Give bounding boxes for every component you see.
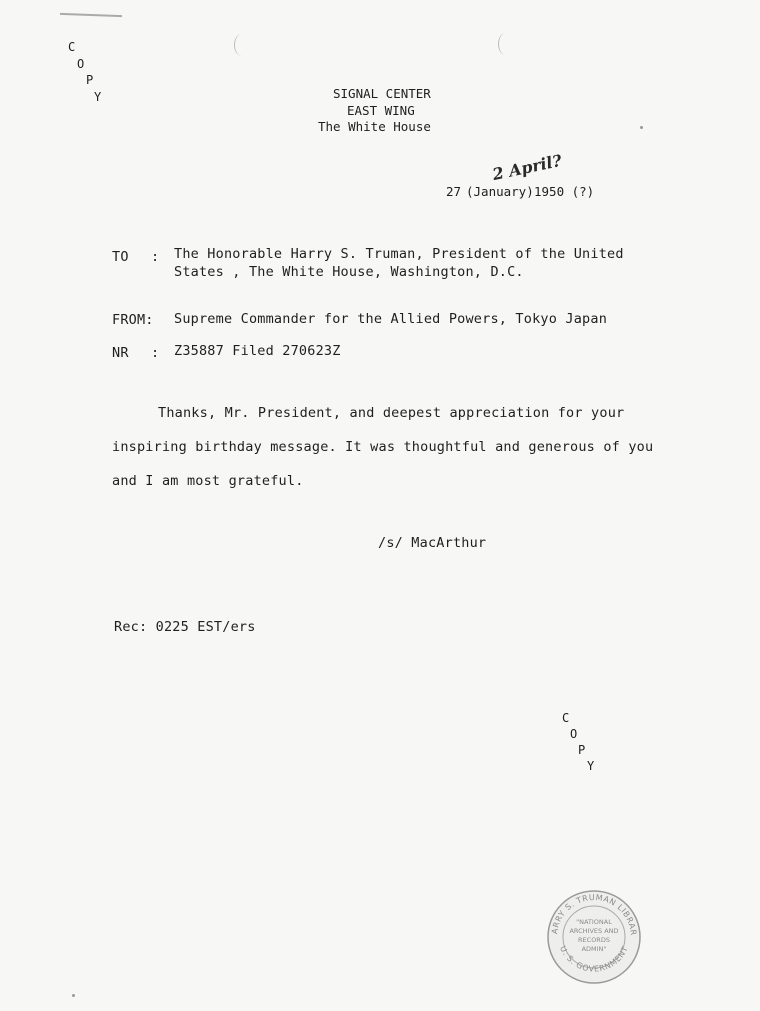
- to-separator: :: [151, 249, 160, 265]
- header-signal-center: SIGNAL CENTER: [333, 86, 431, 101]
- copy-letter: C: [562, 711, 570, 725]
- copy-letter: O: [570, 727, 578, 741]
- header-east-wing: EAST WING: [347, 103, 415, 118]
- date-year: 1950 (?): [534, 184, 595, 199]
- nr-value: Z35887 Filed 270623Z: [174, 343, 341, 359]
- header-white-house: The White House: [318, 119, 431, 134]
- copy-letter: P: [578, 743, 586, 757]
- stamp-inner-line: "NATIONAL: [576, 918, 612, 926]
- signature: /s/ MacArthur: [378, 535, 487, 551]
- to-addressee-line2: States , The White House, Washington, D.C.: [174, 264, 524, 280]
- handwritten-date-correction: 2 April?: [490, 150, 564, 185]
- punch-hole-left: [234, 34, 249, 56]
- nr-separator: :: [151, 345, 160, 361]
- from-label: FROM:: [112, 312, 154, 328]
- truman-library-stamp: [545, 888, 643, 986]
- copy-letter: C: [68, 40, 76, 54]
- message-line2: inspiring birthday message. It was thoughtful and generous of you: [112, 439, 654, 455]
- stamp-inner-line: ADMIN": [581, 945, 607, 953]
- stamp-outer-top-text: ARRY S. TRUMAN LIBRAR: [550, 892, 639, 936]
- stamp-seal-icon: [545, 888, 643, 986]
- date-month: (January): [466, 184, 534, 199]
- speck: [640, 126, 643, 129]
- stamp-inner-line: ARCHIVES AND: [569, 927, 619, 935]
- pencil-mark: [60, 13, 122, 17]
- message-line3: and I am most grateful.: [112, 473, 304, 489]
- copy-letter: Y: [587, 759, 595, 773]
- from-value: Supreme Commander for the Allied Powers, Tokyo Japan: [174, 311, 608, 327]
- message-line1: Thanks, Mr. President, and deepest appreciation for your: [158, 405, 625, 421]
- stamp-inner-line: RECORDS: [578, 936, 610, 944]
- nr-label: NR: [112, 345, 129, 361]
- stamp-outer-bottom-text: U. S. GOVERNMENT: [558, 944, 630, 974]
- date-day: 27: [446, 184, 462, 199]
- copy-letter: O: [77, 57, 85, 71]
- to-addressee-line1: The Honorable Harry S. Truman, President of the United: [174, 246, 624, 262]
- copy-letter: Y: [94, 90, 102, 104]
- received-line: Rec: 0225 EST/ers: [114, 619, 256, 635]
- speck: [72, 994, 75, 997]
- to-label: TO: [112, 249, 129, 265]
- copy-letter: P: [86, 73, 94, 87]
- punch-hole-right: [498, 33, 513, 55]
